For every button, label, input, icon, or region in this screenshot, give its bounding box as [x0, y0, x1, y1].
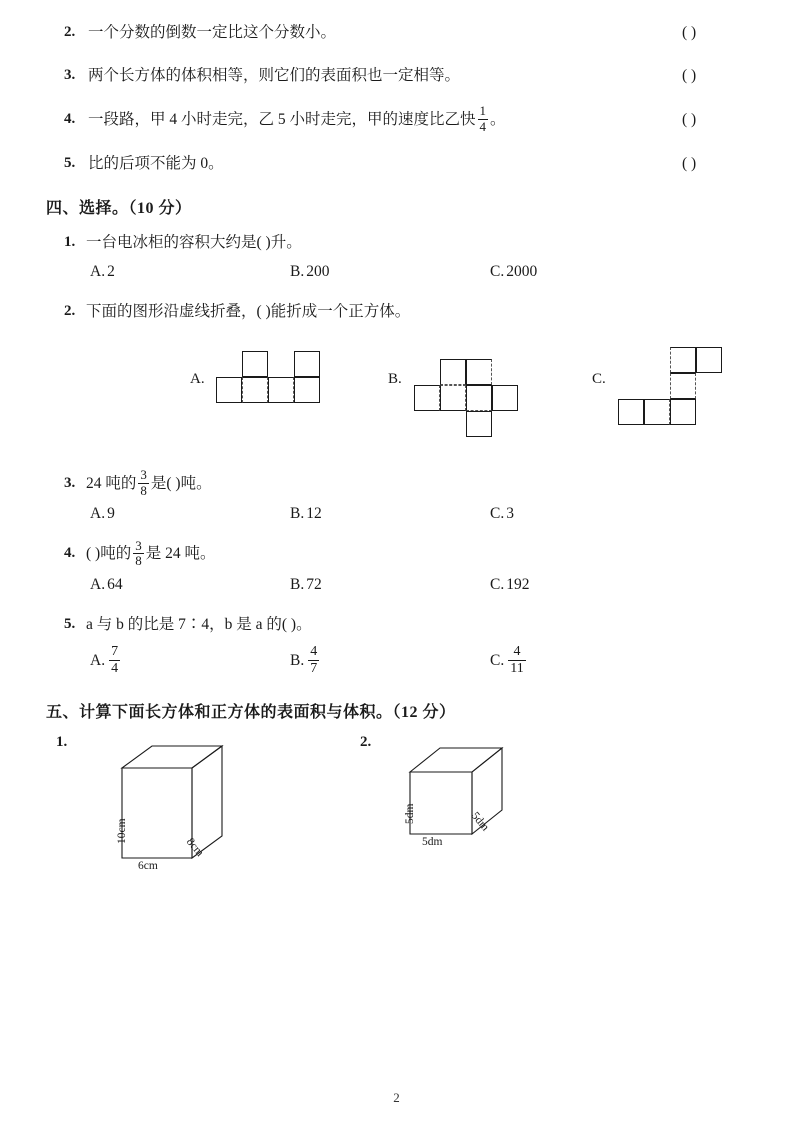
option-value: 72: [306, 575, 322, 593]
option-label: B.: [290, 575, 305, 593]
fraction-denominator: 8: [135, 553, 142, 569]
net-cell: [670, 399, 696, 425]
option-value: 200: [306, 263, 330, 281]
net-cell: [644, 399, 670, 425]
question-text: 下面的图形沿虚线折叠，( )能折成一个正方体。: [86, 303, 411, 321]
answer-parentheses[interactable]: ( ): [682, 155, 697, 173]
option-a[interactable]: [90, 505, 290, 523]
rectangular-prism-drawing: [112, 738, 292, 878]
net-cell: [696, 347, 722, 373]
item-number: 5.: [64, 155, 76, 172]
option-b[interactable]: [290, 645, 490, 677]
option-label: A.: [90, 575, 106, 593]
fraction-seven-fourths: [109, 644, 120, 676]
net-cell: [294, 351, 320, 377]
net-cell: [466, 385, 492, 411]
question-number: 2.: [64, 303, 76, 320]
true-false-item: [60, 149, 740, 178]
option-value: 192: [506, 575, 530, 593]
figure-2-depth-label: 5dm: [468, 810, 492, 834]
option-label: C.: [490, 575, 505, 593]
net-option-c-label: C.: [592, 370, 606, 387]
net-cell: [440, 385, 466, 411]
item-text: [86, 105, 654, 135]
option-label: C.: [490, 263, 505, 281]
fraction-one-fourth: [478, 104, 489, 134]
cube-drawing: [400, 738, 580, 878]
item-text-part-a: 一段路，甲 4 小时走完，乙 5 小时走完，甲的速度比乙快: [88, 110, 476, 128]
net-cell: [466, 411, 492, 437]
net-cell: [492, 385, 518, 411]
fraction-four-elevenths: [508, 644, 525, 676]
solids-figures: [56, 732, 740, 907]
answer-parentheses[interactable]: ( ): [682, 110, 697, 128]
fraction-numerator: 3: [140, 467, 147, 483]
fraction-three-eighths: [138, 468, 149, 498]
net-cell: [414, 385, 440, 411]
question-3: [60, 469, 740, 499]
fraction-denominator: 4: [111, 660, 119, 676]
question-text: [86, 469, 740, 499]
option-c[interactable]: [490, 505, 690, 523]
figure-1-width-label: 6cm: [138, 860, 158, 873]
question-1-options: [90, 263, 740, 281]
question-number: 4.: [64, 545, 76, 562]
net-cell: [466, 359, 492, 385]
question-text-part-b: 是( )吨。: [150, 474, 212, 492]
true-false-item: [60, 18, 740, 47]
net-option-a-label: A.: [190, 370, 205, 387]
figure-2-number: 2.: [360, 734, 372, 751]
cube-nets-figure: [60, 333, 740, 443]
option-label: B.: [290, 652, 305, 670]
question-1: [60, 228, 740, 257]
figure-1-height-label: 10cm: [116, 818, 128, 845]
fraction-three-eighths: [133, 539, 144, 569]
question-5-options: [90, 645, 740, 677]
net-cell: [440, 359, 466, 385]
section-four-heading: 四、选择。（10 分）: [46, 199, 192, 217]
net-cell: [242, 351, 268, 377]
question-text-part-a: ( )吨的: [86, 545, 132, 563]
option-value: 12: [306, 505, 322, 523]
item-text-part-b: 。: [490, 110, 506, 128]
option-label: A.: [90, 652, 106, 670]
fraction-numerator: 1: [479, 103, 487, 119]
option-label: B.: [290, 263, 305, 281]
net-cell: [268, 377, 294, 403]
true-false-item: [60, 105, 740, 135]
option-value: 64: [107, 575, 123, 593]
answer-parentheses[interactable]: ( ): [682, 67, 697, 85]
fraction-numerator: 7: [111, 644, 119, 660]
item-number: 4.: [64, 110, 76, 127]
option-a[interactable]: [90, 263, 290, 281]
question-4: [60, 539, 740, 569]
option-a[interactable]: [90, 645, 290, 677]
question-3-options: [90, 505, 740, 523]
fraction-denominator: 11: [510, 660, 524, 676]
figure-1-number: 1.: [56, 734, 68, 751]
net-cell: [670, 373, 696, 399]
question-text: 一台电冰柜的容积大约是( )升。: [86, 233, 302, 251]
net-cell: [670, 347, 696, 373]
option-c[interactable]: [490, 263, 690, 281]
item-text: 比的后项不能为 0。: [88, 155, 224, 173]
question-number: 3.: [64, 474, 76, 491]
option-c[interactable]: [490, 576, 690, 594]
figure-2-width-label: 5dm: [422, 836, 443, 849]
option-b[interactable]: [290, 263, 490, 281]
net-cell: [216, 377, 242, 403]
option-label: A.: [90, 263, 106, 281]
item-text: 一个分数的倒数一定比这个分数小。: [88, 24, 337, 41]
fraction-numerator: 4: [513, 644, 521, 660]
question-4-options: [90, 576, 740, 594]
option-label: C.: [490, 652, 505, 670]
option-value: 2000: [506, 263, 538, 281]
question-text-part-a: 24 吨的: [86, 474, 137, 492]
option-value: 3: [506, 505, 514, 523]
option-label: C.: [490, 505, 505, 523]
question-number: 1.: [64, 233, 76, 250]
option-value: 9: [107, 505, 115, 523]
item-text: 两个长方体的体积相等，则它们的表面积也一定相等。: [88, 67, 461, 85]
option-label: B.: [290, 505, 305, 523]
item-number: 2.: [64, 24, 76, 40]
option-value: 2: [107, 263, 115, 281]
item-number: 3.: [64, 67, 76, 84]
fraction-four-sevenths: [308, 644, 319, 676]
option-c[interactable]: [490, 645, 690, 677]
fraction-numerator: 3: [135, 537, 142, 553]
net-cell: [242, 377, 268, 403]
figure-1-depth-label: 8cm: [183, 836, 206, 860]
true-false-item: [60, 61, 740, 90]
option-label: A.: [90, 505, 106, 523]
option-b[interactable]: [290, 505, 490, 523]
question-number: 5.: [64, 615, 76, 632]
fraction-denominator: 7: [310, 660, 318, 676]
question-text: [86, 539, 740, 569]
net-cell: [294, 377, 320, 403]
net-option-b-label: B.: [388, 370, 402, 387]
option-b[interactable]: [290, 576, 490, 594]
page-number: 2: [393, 1090, 400, 1105]
question-2: [60, 297, 740, 326]
figure-2-height-label: 5dm: [404, 803, 416, 825]
question-text: a 与 b 的比是 7∶4，b 是 a 的( )。: [86, 615, 312, 633]
section-five-heading: 五、计算下面长方体和正方体的表面积与体积。（12 分）: [46, 704, 456, 722]
page-content: [46, 18, 740, 907]
option-a[interactable]: [90, 576, 290, 594]
fraction-denominator: 8: [140, 482, 147, 498]
fraction-numerator: 4: [310, 644, 318, 660]
fraction-denominator: 4: [479, 118, 487, 134]
question-text-part-b: 是 24 吨。: [145, 545, 216, 563]
question-5: [60, 610, 740, 639]
answer-parentheses[interactable]: ( ): [682, 24, 697, 41]
net-cell: [618, 399, 644, 425]
